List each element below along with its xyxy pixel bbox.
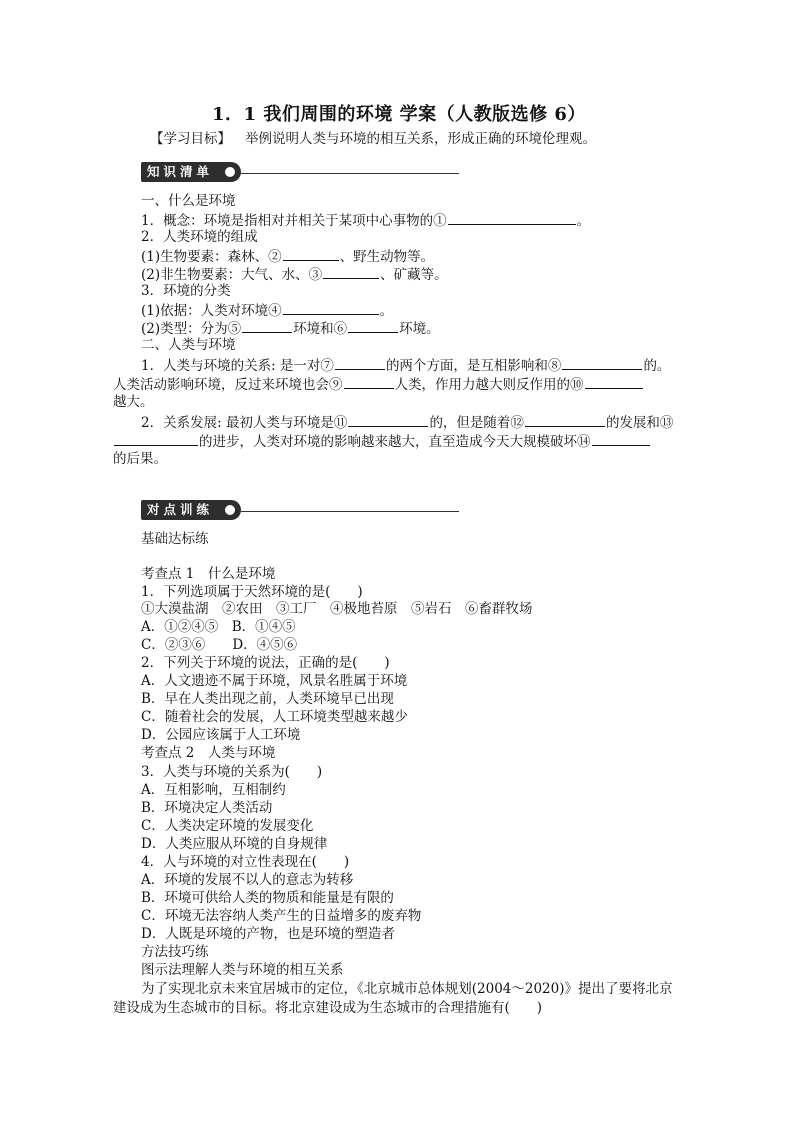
line-text: 的。	[643, 358, 671, 374]
learning-goal-text: 举例说明人类与环境的相互关系，形成正确的环境伦理观。	[245, 131, 596, 147]
relation-line	[141, 356, 670, 375]
blank-1	[448, 211, 576, 225]
q4-choice-a: A．环境的发展不以人的意志为转移	[141, 872, 354, 888]
blank-4	[283, 301, 379, 315]
section-badge-label: 对点训练	[147, 502, 214, 517]
classification-heading: 3．环境的分类	[141, 283, 231, 299]
blank-7	[335, 356, 385, 370]
line-text: (2)非生物要素：大气、水、③	[141, 267, 323, 283]
learning-goal-label: 【学习目标】	[150, 131, 231, 147]
blank-3	[323, 265, 379, 279]
question-2: 2．下列关于环境的说法，正确的是( )	[141, 655, 390, 671]
line-text: 的两个方面，是互相影响和⑧	[385, 358, 562, 374]
question-5-line-2: 建设成为生态城市的目标。将北京建设成为生态城市的合理措施有( )	[113, 1000, 543, 1016]
blank-2	[283, 247, 339, 261]
q2-choice-c: C．随着社会的发展，人工环境类型越来越少	[141, 709, 408, 725]
blank-11	[348, 413, 428, 427]
development-line	[141, 413, 673, 432]
line-text: 的发展和⑬	[605, 415, 674, 431]
q2-choice-d: D．公园应该属于人工环境	[141, 727, 301, 743]
composition-heading: 2．人类环境的组成	[141, 229, 258, 245]
question-1: 1．下列选项属于天然环境的是( )	[141, 584, 363, 600]
line-text: 1．人类与环境的关系: 是一对⑦	[141, 358, 334, 374]
development-line-2	[113, 432, 651, 451]
line-text: (1)依据：人类对环境④	[141, 303, 282, 319]
bio-elements-line	[141, 247, 434, 266]
basis-line	[141, 301, 393, 320]
q4-choice-b: B．环境可供给人类的物质和能量是有限的	[141, 890, 394, 906]
kp1-heading: 考查点 1 什么是环境	[141, 566, 276, 582]
kp2-heading: 考查点 2 人类与环境	[141, 745, 276, 761]
line-text: 1．概念：环境是指相对并相关于某项中心事物的①	[141, 213, 447, 229]
method-practice-heading: 方法技巧练	[141, 944, 209, 960]
blank-6	[348, 319, 398, 333]
line-text: 的进步，人类对环境的影响越来越大，直至造成今天大规模破坏⑭	[199, 434, 591, 450]
page-title: 1．1 我们周围的环境 学案（人教版选修 6）	[212, 104, 586, 125]
line-text: 。	[576, 213, 591, 229]
section-divider	[241, 173, 459, 174]
q3-choice-b: B．环境决定人类活动	[141, 800, 273, 816]
line-text: 环境和⑥	[293, 321, 348, 337]
blank-14	[592, 432, 650, 446]
circle-bullet-icon	[225, 167, 235, 177]
line-text: 、矿藏等。	[380, 267, 448, 283]
learning-goal	[150, 127, 596, 147]
development-line-3: 的后果。	[113, 451, 167, 467]
heading-what-is-environment: 一、什么是环境	[141, 193, 236, 209]
basic-practice-heading: 基础达标练	[141, 531, 209, 547]
question-3: 3．人类与环境的关系为( )	[141, 764, 323, 780]
question-4: 4．人与环境的对立性表现在( )	[141, 854, 350, 870]
heading-human-environment: 二、人类与环境	[141, 337, 236, 353]
nonbio-elements-line	[141, 265, 448, 284]
section-badge-practice	[141, 500, 241, 520]
section-divider	[241, 511, 459, 512]
blank-13	[114, 432, 198, 446]
q2-choice-b: B．早在人类出现之前，人类环境早已出现	[141, 691, 394, 707]
q1-options: ①大漠盐湖 ②农田 ③工厂 ④极地苔原 ⑤岩石 ⑥畜群牧场	[141, 601, 533, 617]
blank-5	[242, 319, 292, 333]
q1-choice-cd: C．②③⑥ D．④⑤⑥	[141, 637, 298, 653]
blank-9	[344, 375, 394, 389]
method-title: 图示法理解人类与环境的相互关系	[141, 962, 344, 978]
relation-line-3: 越大。	[113, 394, 154, 410]
line-text: 的，但是随着⑫	[429, 415, 524, 431]
types-line	[141, 319, 440, 338]
q2-choice-a: A．人文遗迹不属于环境，风景名胜属于环境	[141, 673, 408, 689]
line-text: (1)生物要素：森林、②	[141, 249, 282, 265]
section-badge-knowledge	[141, 162, 241, 182]
q3-choice-d: D．人类应服从环境的自身规律	[141, 836, 328, 852]
question-5-line-1: 为了实现北京未来宜居城市的定位，《北京城市总体规划(2004～2020)》提出了要将北京	[141, 981, 673, 997]
section-badge-label: 知识清单	[147, 164, 214, 179]
blank-10	[585, 375, 643, 389]
line-text: 人类，作用力越大则反作用的⑩	[394, 377, 584, 393]
line-text: 。	[379, 303, 394, 319]
q1-choice-ab: A．①②④⑤ B．①④⑤	[141, 619, 296, 635]
concept-line	[141, 211, 590, 230]
blank-8	[562, 356, 642, 370]
q4-choice-c: C．环境无法容纳人类产生的日益增多的废弃物	[141, 908, 422, 924]
line-text: 、野生动物等。	[339, 249, 435, 265]
q3-choice-a: A．互相影响，互相制约	[141, 782, 286, 798]
circle-bullet-icon	[225, 505, 235, 515]
relation-line-2	[113, 375, 644, 394]
q3-choice-c: C．人类决定环境的发展变化	[141, 818, 314, 834]
line-text: 人类活动影响环境，反过来环境也会⑨	[113, 377, 343, 393]
line-text: 环境。	[399, 321, 440, 337]
blank-12	[525, 413, 605, 427]
line-text: 2．关系发展: 最初人类与环境是⑪	[141, 415, 348, 431]
line-text: (2)类型：分为⑤	[141, 321, 242, 337]
q4-choice-d: D．人既是环境的产物，也是环境的塑造者	[141, 926, 395, 942]
